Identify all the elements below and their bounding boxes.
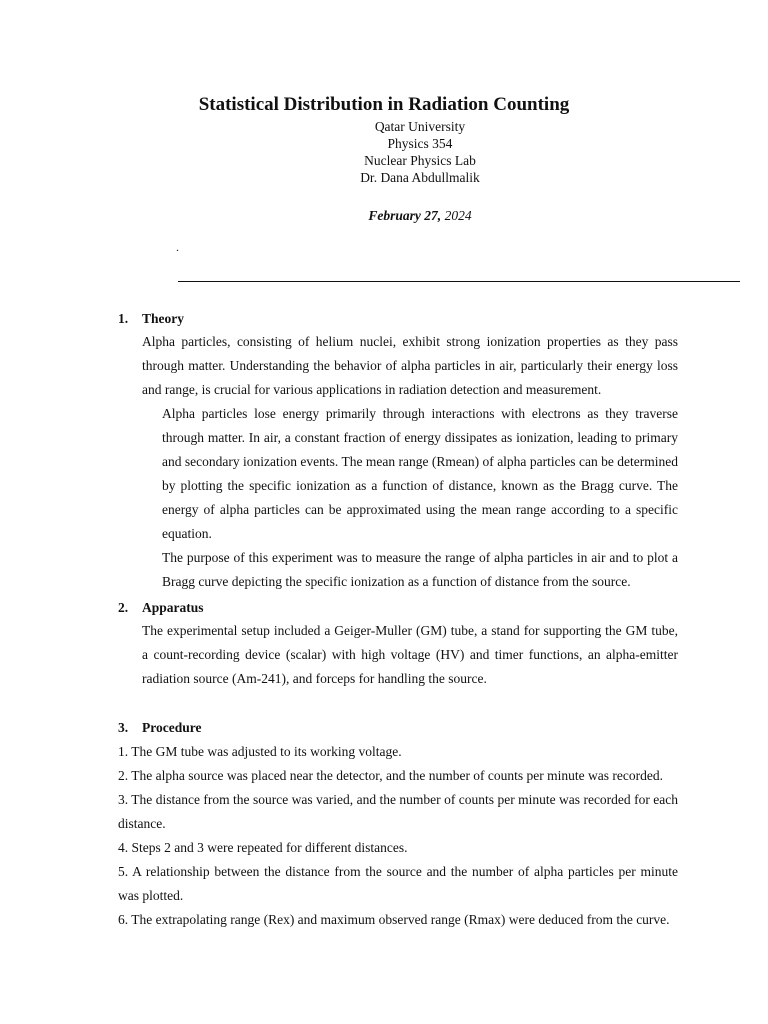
theory-paragraph-2: Alpha particles lose energy primarily through interactions with electrons as they traverse through matter. In air, a constant fraction of energy dissipates as ionization, leading to primary and secondary ionization events. The mean range (Rmean) of alpha particles can be determined by plotting the specific ionization as a function of distance, known as the Bragg curve. The energy of alpha particles can be approximated using the mean range according to a specific equation. (162, 406, 678, 541)
section-title: Theory (142, 311, 184, 326)
theory-paragraph-1: Alpha particles, consisting of helium nuclei, exhibit strong ionization properties as they pass through matter. Understanding the behavior of alpha particles in air, particularly their energy loss and range, is crucial for various applications in radiation detection and measurement. (142, 334, 678, 397)
section-heading-apparatus (118, 599, 204, 617)
date-year: 2024 (444, 208, 472, 223)
procedure-step-1: 1. The GM tube was adjusted to its working voltage. (118, 744, 402, 759)
procedure-step-3: 3. The distance from the source was varied, and the number of counts per minute was recorded for each distance. (118, 792, 678, 831)
section-number: 2. (118, 600, 129, 615)
theory-paragraph-3: The purpose of this experiment was to measure the range of alpha particles in air and to plot a Bragg curve depicting the specific ionization as a function of distance from the source. (162, 550, 678, 589)
section-number: 3. (118, 720, 129, 735)
document-date (0, 207, 768, 224)
section-heading-theory (118, 310, 184, 328)
procedure-step-5: 5. A relationship between the distance from the source and the number of alpha particles per minute was plotted. (118, 864, 678, 903)
lab-name: Nuclear Physics Lab (364, 153, 476, 168)
procedure-step-4: 4. Steps 2 and 3 were repeated for different distances. (118, 840, 408, 855)
date-month-day: February 27, (368, 208, 442, 223)
procedure-step-6: 6. The extrapolating range (Rex) and maximum observed range (Rmax) were deduced from the curve. (118, 912, 670, 927)
course-code: Physics 354 (387, 136, 453, 151)
horizontal-rule (178, 281, 740, 282)
document-title: Statistical Distribution in Radiation Counting (198, 94, 570, 115)
procedure-step-2: 2. The alpha source was placed near the detector, and the number of counts per minute was recorded. (118, 768, 663, 783)
section-title: Procedure (142, 720, 202, 735)
section-heading-procedure (118, 719, 201, 737)
section-number: 1. (118, 311, 129, 326)
stray-mark: . (176, 240, 179, 254)
instructor-name: Dr. Dana Abdullmalik (360, 170, 480, 185)
university-name: Qatar University (374, 119, 466, 134)
section-title: Apparatus (142, 600, 204, 615)
apparatus-paragraph: The experimental setup included a Geiger-Muller (GM) tube, a stand for supporting the GM tube, a count-recording device (scalar) with high voltage (HV) and timer functions, an alpha-emitter radiation source (Am-241), and forceps for handling the source. (142, 623, 678, 686)
document-header-info (0, 118, 768, 186)
